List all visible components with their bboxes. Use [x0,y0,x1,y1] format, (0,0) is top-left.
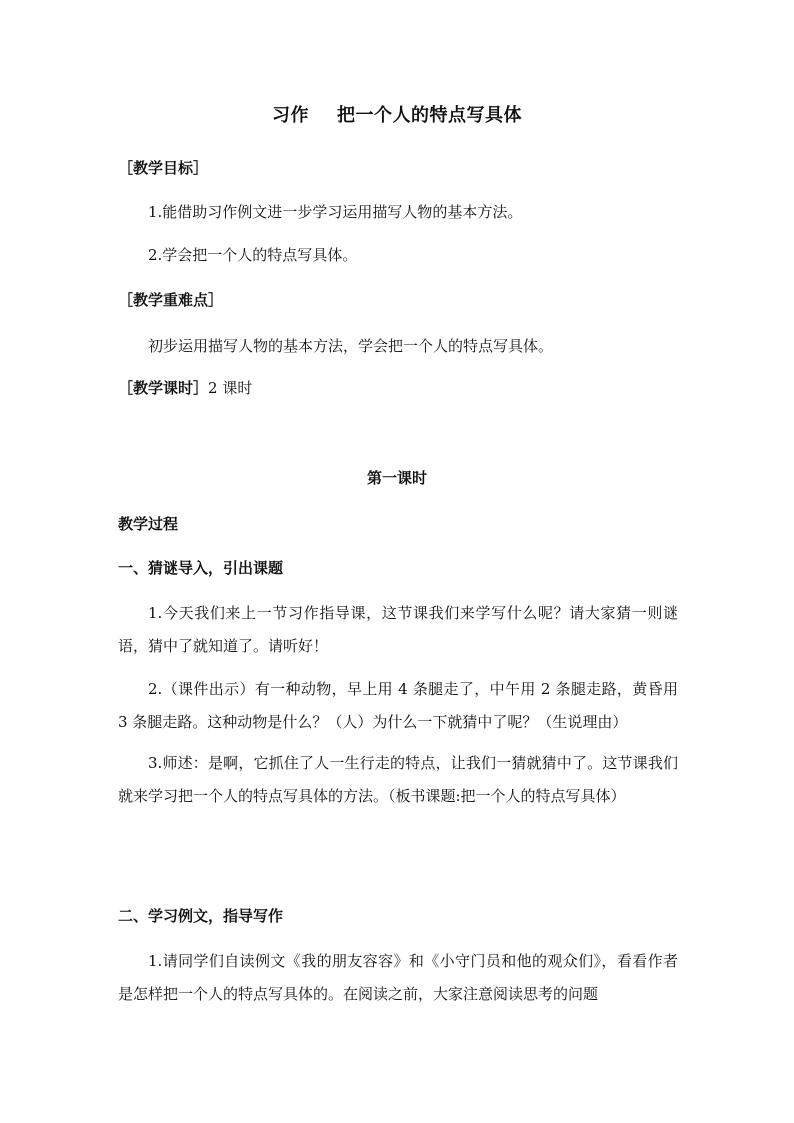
title-left: 习作 [272,105,309,126]
hours-line [118,378,678,398]
title-right: 把一个人的特点写具体 [337,105,522,126]
section-1-paragraph-1: 1.今天我们来上一节习作指导课，这节课我们来学写什么呢？请大家猜一则谜语，猜中了就知道了。请听好！ [118,604,678,655]
hours-value: 2 课时 [208,379,253,397]
objectives-heading: ［教学目标］ [118,159,209,177]
document-title [0,106,794,126]
key-points-text: 初步运用描写人物的基本方法，学会把一个人的特点写具体。 [148,337,554,355]
hours-heading: ［教学课时］ [118,379,209,397]
section-2-heading: 二、学习例文，指导写作 [118,907,284,925]
section-2-paragraph-1: 1.请同学们自读例文《我的朋友容容》和《小守门员和他的观众们》，看看作者是怎样把一个人的特点写具体的。在阅读之前，大家注意阅读思考的问题 [118,952,678,1003]
objective-1: 1.能借助习作例文进一步学习运用描写人物的基本方法。 [148,203,523,221]
section-1-heading: 一、猜谜导入，引出课题 [118,559,284,577]
lesson-title: 第一课时 [366,469,427,487]
key-points-heading: ［教学重难点］ [118,291,224,309]
process-heading: 教学过程 [118,515,179,533]
section-1-paragraph-2: 2.（课件出示）有一种动物，早上用 4 条腿走了，中午用 2 条腿走路，黄昏用 3 条腿走路。这种动物是什么？（人）为什么一下就猜中了呢？（生说理由） [118,680,678,731]
objective-2: 2.学会把一个人的特点写具体。 [148,246,358,264]
section-1-paragraph-3: 3.师述：是啊，它抓住了人一生行走的特点，让我们一猜就猜中了。这节课我们就来学习把一个人的特点写具体的方法。（板书课题:把一个人的特点写具体） [118,754,678,805]
